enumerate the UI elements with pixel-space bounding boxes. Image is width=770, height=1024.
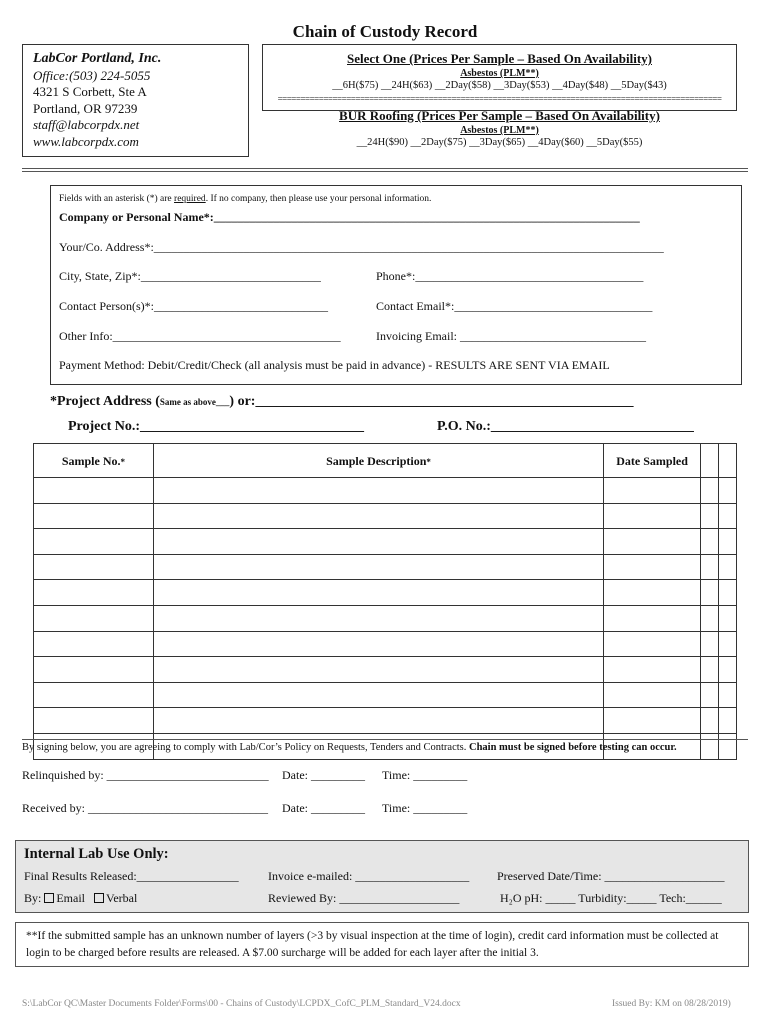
lab-address-line1: 4321 S Corbett, Ste A <box>33 84 147 99</box>
payment-method-note: Payment Method: Debit/Credit/Check (all analysis must be paid in advance) - RESULTS ARE SENT VIA EMAIL <box>59 358 610 372</box>
contact-email-field[interactable]: Contact Email*:_________________________________ <box>376 299 653 313</box>
extra-cell[interactable] <box>719 631 737 657</box>
relinquished-date-field[interactable]: Date: _________ <box>282 768 365 782</box>
sample-description-header: Sample Description* <box>153 444 603 478</box>
date-sampled-cell[interactable] <box>604 529 701 555</box>
sample-no-header: Sample No.* <box>34 444 154 478</box>
extra-column-header <box>701 444 719 478</box>
table-row[interactable] <box>34 708 737 734</box>
sample-description-cell[interactable] <box>153 657 603 683</box>
project-address-field[interactable]: *Project Address (Same as above___) or:______________________________________________________ <box>50 394 634 409</box>
extra-cell[interactable] <box>701 682 719 708</box>
reviewed-by-field[interactable]: Reviewed By: ____________________ <box>268 891 460 905</box>
lab-name: LabCor Portland, Inc. <box>33 51 162 66</box>
sample-no-cell[interactable] <box>34 580 154 606</box>
sample-no-cell[interactable] <box>34 657 154 683</box>
extra-cell[interactable] <box>701 708 719 734</box>
table-row[interactable] <box>34 682 737 708</box>
extra-cell[interactable] <box>701 554 719 580</box>
date-sampled-cell[interactable] <box>604 580 701 606</box>
pricing-heading: Select One (Prices Per Sample – Based On Availability) <box>347 51 652 66</box>
pricing-box <box>262 44 737 111</box>
divider-top-2 <box>22 171 748 172</box>
surcharge-note: **If the submitted sample has an unknown number of layers (>3 by visual inspection at the time of login), credit card information must be collected at login to be charged before results are released. A $7.00 surcharge will be added for each layer after the initial 3. <box>15 922 749 967</box>
lab-office-phone: Office:(503) 224-5055 <box>33 67 151 83</box>
sample-no-cell[interactable] <box>34 478 154 504</box>
sample-no-cell[interactable] <box>34 682 154 708</box>
extra-cell[interactable] <box>701 657 719 683</box>
invoicing-email-field[interactable]: Invoicing Email: _______________________________ <box>376 329 646 343</box>
invoice-emailed-field[interactable]: Invoice e-mailed: ___________________ <box>268 869 470 883</box>
ph-turbidity-tech-field[interactable]: H₂O pH: _____ Turbidity:_____ Tech:______ <box>500 891 722 905</box>
pricing-divider: ================================================================================================= <box>277 94 722 104</box>
contact-person-field[interactable]: Contact Person(s)*:_____________________________ <box>59 299 328 313</box>
extra-cell[interactable] <box>701 529 719 555</box>
table-row[interactable] <box>34 529 737 555</box>
sample-description-cell[interactable] <box>153 682 603 708</box>
sample-description-cell[interactable] <box>153 580 603 606</box>
verbal-option-label: Verbal <box>106 891 138 905</box>
table-row[interactable] <box>34 605 737 631</box>
extra-cell[interactable] <box>719 580 737 606</box>
sample-no-cell[interactable] <box>34 708 154 734</box>
date-sampled-cell[interactable] <box>604 682 701 708</box>
extra-column-header <box>719 444 737 478</box>
verbal-checkbox[interactable] <box>94 893 104 903</box>
bur-heading: BUR Roofing (Prices Per Sample – Based On Availability) <box>339 108 660 123</box>
extra-cell[interactable] <box>719 605 737 631</box>
bur-pricing <box>262 108 737 148</box>
table-row[interactable] <box>34 554 737 580</box>
extra-cell[interactable] <box>701 503 719 529</box>
lab-email: staff@labcorpdx.net <box>33 117 140 132</box>
sample-no-cell[interactable] <box>34 554 154 580</box>
lab-website: www.labcorpdx.com <box>33 133 139 149</box>
relinquished-time-field[interactable]: Time: _________ <box>382 768 468 782</box>
date-sampled-header: Date Sampled <box>604 444 701 478</box>
internal-lab-section <box>15 840 749 913</box>
divider-top <box>22 168 748 169</box>
received-time-field[interactable]: Time: _________ <box>382 801 468 815</box>
page-title: Chain of Custody Record <box>292 22 478 41</box>
project-number-field[interactable]: Project No.:________________________________ <box>68 419 365 434</box>
date-sampled-cell[interactable] <box>604 478 701 504</box>
date-sampled-cell[interactable] <box>604 631 701 657</box>
final-results-field[interactable]: Final Results Released:_________________ <box>24 869 239 883</box>
date-sampled-cell[interactable] <box>604 605 701 631</box>
date-sampled-cell[interactable] <box>604 554 701 580</box>
extra-cell[interactable] <box>719 503 737 529</box>
date-sampled-cell[interactable] <box>604 503 701 529</box>
signature-notice: By signing below, you are agreeing to comply with Lab/Cor’s Policy on Requests, Tenders and Contracts. Chain must be signed before testing can occur. <box>22 739 748 753</box>
table-row[interactable] <box>34 503 737 529</box>
sample-description-cell[interactable] <box>153 631 603 657</box>
received-by-field[interactable]: Received by: ______________________________ <box>22 801 268 815</box>
extra-cell[interactable] <box>719 554 737 580</box>
table-row[interactable] <box>34 580 737 606</box>
received-date-field[interactable]: Date: _________ <box>282 801 365 815</box>
bur-options[interactable]: __24H($90) __2Day($75) __3Day($65) __4Day($60) __5Day($55) <box>356 137 643 148</box>
extra-cell[interactable] <box>719 529 737 555</box>
po-number-field[interactable]: P.O. No.:_____________________________ <box>437 419 694 434</box>
pricing-options[interactable]: __6H($75) __24H($63) __2Day($58) __3Day($53) __4Day($48) __5Day($43) <box>332 80 667 91</box>
company-name-field[interactable]: Company or Personal Name*:_______________________________________________________________________ <box>59 210 640 224</box>
extra-cell[interactable] <box>701 478 719 504</box>
sample-description-cell[interactable] <box>153 554 603 580</box>
other-info-field[interactable]: Other Info:______________________________________ <box>59 329 341 343</box>
results-method: By: Email Verbal <box>24 891 138 905</box>
sample-description-cell[interactable] <box>153 478 603 504</box>
extra-cell[interactable] <box>719 708 737 734</box>
pricing-subheading: Asbestos (PLM**) <box>460 68 539 79</box>
footer-issued-by: Issued By: KM on 08/28/2019) <box>612 999 731 1009</box>
extra-cell[interactable] <box>701 605 719 631</box>
sample-no-cell[interactable] <box>34 631 154 657</box>
relinquished-by-field[interactable]: Relinquished by: ___________________________ <box>22 768 269 782</box>
samples-header-row <box>34 444 737 478</box>
phone-field[interactable]: Phone*:______________________________________ <box>376 269 644 283</box>
extra-cell[interactable] <box>701 580 719 606</box>
date-sampled-cell[interactable] <box>604 657 701 683</box>
sample-no-cell[interactable] <box>34 605 154 631</box>
table-row[interactable] <box>34 478 737 504</box>
table-row[interactable] <box>34 657 737 683</box>
footer-file-path: S:\LabCor QC\Master Documents Folder\Forms\00 - Chains of Custody\LCPDX_CofC_PLM_Standard_V24.docx <box>22 999 461 1009</box>
required-note: Fields with an asterisk (*) are required. If no company, then please use your personal information. <box>59 194 432 204</box>
email-checkbox[interactable] <box>44 893 54 903</box>
sample-description-cell[interactable] <box>153 708 603 734</box>
lab-address-line2: Portland, OR 97239 <box>33 100 138 116</box>
sample-description-cell[interactable] <box>153 605 603 631</box>
date-sampled-cell[interactable] <box>604 708 701 734</box>
sample-description-cell[interactable] <box>153 529 603 555</box>
preserved-datetime-field[interactable]: Preserved Date/Time: ____________________ <box>497 869 725 883</box>
sample-no-cell[interactable] <box>34 503 154 529</box>
extra-cell[interactable] <box>719 682 737 708</box>
customer-info-box <box>50 185 742 385</box>
table-row[interactable] <box>34 631 737 657</box>
extra-cell[interactable] <box>719 657 737 683</box>
sample-no-cell[interactable] <box>34 529 154 555</box>
city-state-zip-field[interactable]: City, State, Zip*:______________________________ <box>59 269 321 283</box>
email-option-label: Email <box>56 891 86 905</box>
internal-lab-heading: Internal Lab Use Only: <box>24 846 169 862</box>
sample-description-cell[interactable] <box>153 503 603 529</box>
lab-contact-box <box>22 44 249 157</box>
samples-table <box>33 443 737 760</box>
extra-cell[interactable] <box>701 631 719 657</box>
address-field[interactable]: Your/Co. Address*:_____________________________________________________________________________________ <box>59 240 664 254</box>
extra-cell[interactable] <box>719 478 737 504</box>
bur-subheading: Asbestos (PLM**) <box>460 125 539 136</box>
